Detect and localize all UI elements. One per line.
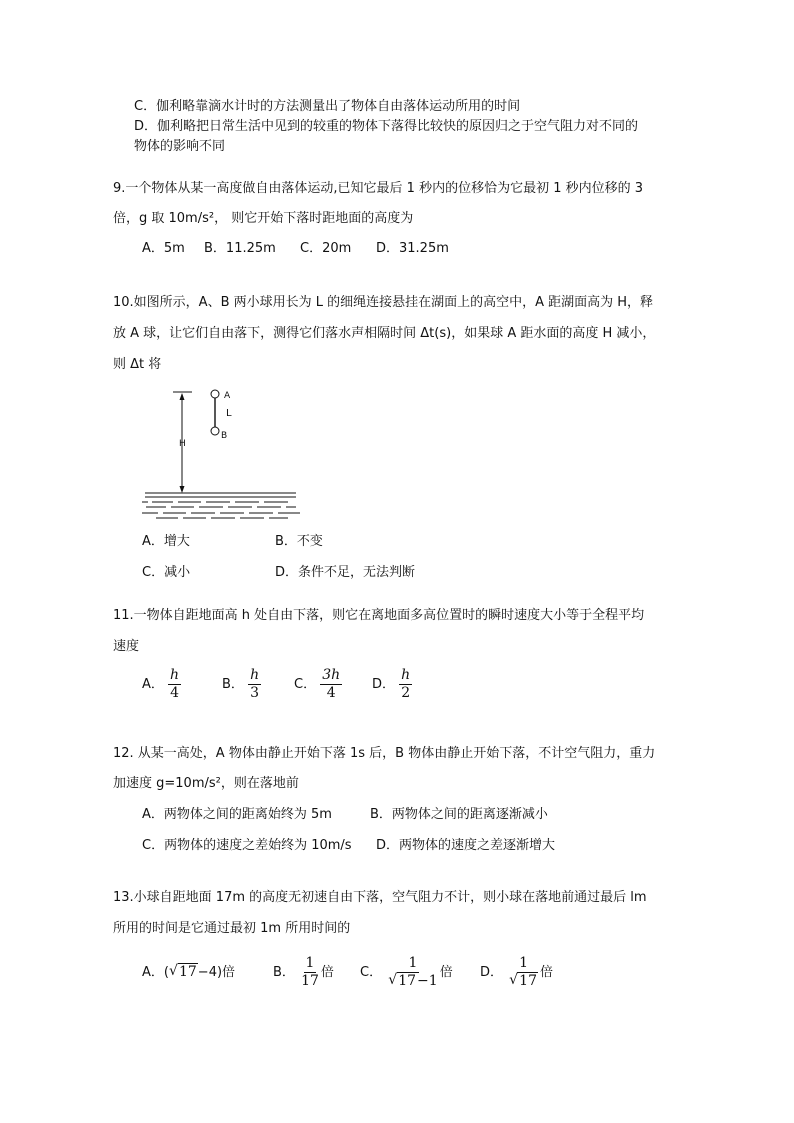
q12-option-c: C．两物体的速度之差始终为 10m/s (142, 838, 352, 853)
label-l: L (226, 408, 232, 419)
q11-option-c-label: C． (294, 677, 317, 692)
q8-option-d-line2: 物体的影响不同 (134, 139, 226, 154)
ball-a (211, 390, 219, 398)
sqrt-symbol: √ 17 (168, 963, 197, 980)
q12-option-b: B．两物体之间的距离逐渐减小 (370, 807, 548, 822)
q9-option-d: D．31.25m (376, 241, 449, 256)
q13-option-b (273, 955, 334, 990)
q13-option-d-fraction (507, 955, 540, 990)
radicand: 17 (398, 973, 417, 989)
q9-stem-line1: 9.一个物体从某一高度做自由落体运动,已知它最后 1 秒内的位移恰为它最初 1 秒内位移的 3 (113, 181, 644, 196)
numerator: 1 (408, 955, 418, 971)
numerator: h (170, 667, 180, 683)
q11-option-d-fraction (399, 667, 412, 702)
q11-option-c-fraction (320, 667, 342, 702)
q11-option-c (294, 667, 342, 702)
q11-option-a-fraction (168, 667, 181, 702)
radicand: 17 (178, 964, 197, 980)
q11-option-b-label: B． (222, 677, 244, 692)
radicand: 17 (519, 973, 537, 989)
denominator: 2 (401, 685, 411, 701)
q12-stem-line1: 12. 从某一高处，A 物体由静止开始下落 1s 后，B 物体由静止开始下落，不计空气阻力，重力 (113, 746, 656, 761)
q13-option-a (142, 963, 235, 982)
denominator: 4 (326, 685, 336, 701)
q9-stem-line2: 倍，g 取 10m/s²， 则它开始下落时距地面的高度为 (113, 211, 414, 226)
q10-option-d: D．条件不足，无法判断 (275, 565, 416, 580)
q11-option-b-fraction (248, 667, 261, 702)
q8-option-c: C．伽利略靠滴水计时的方法测量出了物体自由落体运动所用的时间 (134, 99, 521, 114)
sqrt-symbol: √ 17 (388, 972, 417, 989)
q9-option-c: C．20m (300, 241, 352, 256)
h-arrow-up (180, 393, 185, 400)
q10-stem-line1: 10.如图所示，A、B 两小球用长为 L 的细绳连接悬挂在湖面上的高空中，A 距湖面高为 H，释 (113, 295, 654, 310)
denominator: 3 (250, 685, 260, 701)
q10-stem-line3: 则 Δt 将 (113, 357, 162, 372)
q9-option-a: A．5m (142, 241, 185, 256)
q13-option-c (360, 955, 453, 990)
q11-option-d-label: D． (372, 677, 396, 692)
q9-option-b: B．11.25m (204, 241, 276, 256)
q11-option-a-label: A． (142, 677, 164, 692)
q13-option-d (480, 955, 553, 990)
q11-option-a (142, 667, 181, 702)
q13-option-d-label: D． (480, 965, 504, 980)
q10-option-b: B．不变 (275, 534, 323, 549)
q13-option-d-unit: 倍 (539, 965, 553, 980)
q11-stem-line1: 11.一物体自距地面高 h 处自由下落，则它在离地面多高位置时的瞬时速度大小等于全程平均 (113, 608, 645, 623)
numerator: 3h (322, 667, 341, 683)
q13-stem-line2: 所用的时间是它通过最初 1m 所用时间的 (113, 921, 351, 936)
q10-option-c: C．减小 (142, 565, 191, 580)
q10-option-a: A．增大 (142, 534, 190, 549)
q13-option-c-label: C． (360, 965, 383, 980)
numerator: 1 (519, 955, 529, 971)
q8-option-d-line1: D．伽利略把日常生活中见到的较重的物体下落得比较快的原因归之于空气阻力对不同的 (134, 119, 639, 134)
q13-stem-line1: 13.小球自距地面 17m 的高度无初速自由下落，空气阻力不计，则小球在落地前通过最后 lm (113, 890, 647, 905)
q10-figure (138, 385, 308, 525)
q13-option-b-fraction (299, 955, 321, 990)
water-surface (142, 493, 300, 518)
q13-option-b-unit: 倍 (320, 965, 334, 980)
q12-option-a: A．两物体之间的距离始终为 5m (142, 807, 332, 822)
label-a: A (224, 391, 231, 401)
q11-option-b (222, 667, 261, 702)
q11-stem-line2: 速度 (113, 639, 140, 654)
numerator: 1 (305, 955, 315, 971)
q12-stem-line2: 加速度 g=10m/s²，则在落地前 (113, 776, 299, 791)
sqrt-symbol: √ 17 (509, 972, 537, 989)
numerator: h (401, 667, 411, 683)
numerator: h (250, 667, 260, 683)
q10-stem-line2: 放 A 球，让它们自由落下，测得它们落水声相隔时间 Δt(s)，如果球 A 距水面的高度 H 减小， (113, 326, 656, 341)
q13-option-c-unit: 倍 (439, 965, 453, 980)
label-h: H (179, 439, 186, 449)
q11-option-d (372, 667, 412, 702)
q13-option-a-rest: −4)倍 (197, 965, 236, 980)
q13-option-c-fraction (386, 955, 439, 990)
q12-option-d: D．两物体的速度之差逐渐增大 (376, 838, 556, 853)
h-arrow-down (180, 486, 185, 493)
label-b: B (221, 431, 228, 441)
denominator: 4 (170, 685, 180, 701)
q13-option-b-label: B． (273, 965, 295, 980)
denominator-rest: −1 (417, 973, 438, 989)
denominator: 17 (301, 973, 319, 989)
ball-b (211, 427, 219, 435)
q13-option-a-label: A．( (142, 965, 169, 980)
